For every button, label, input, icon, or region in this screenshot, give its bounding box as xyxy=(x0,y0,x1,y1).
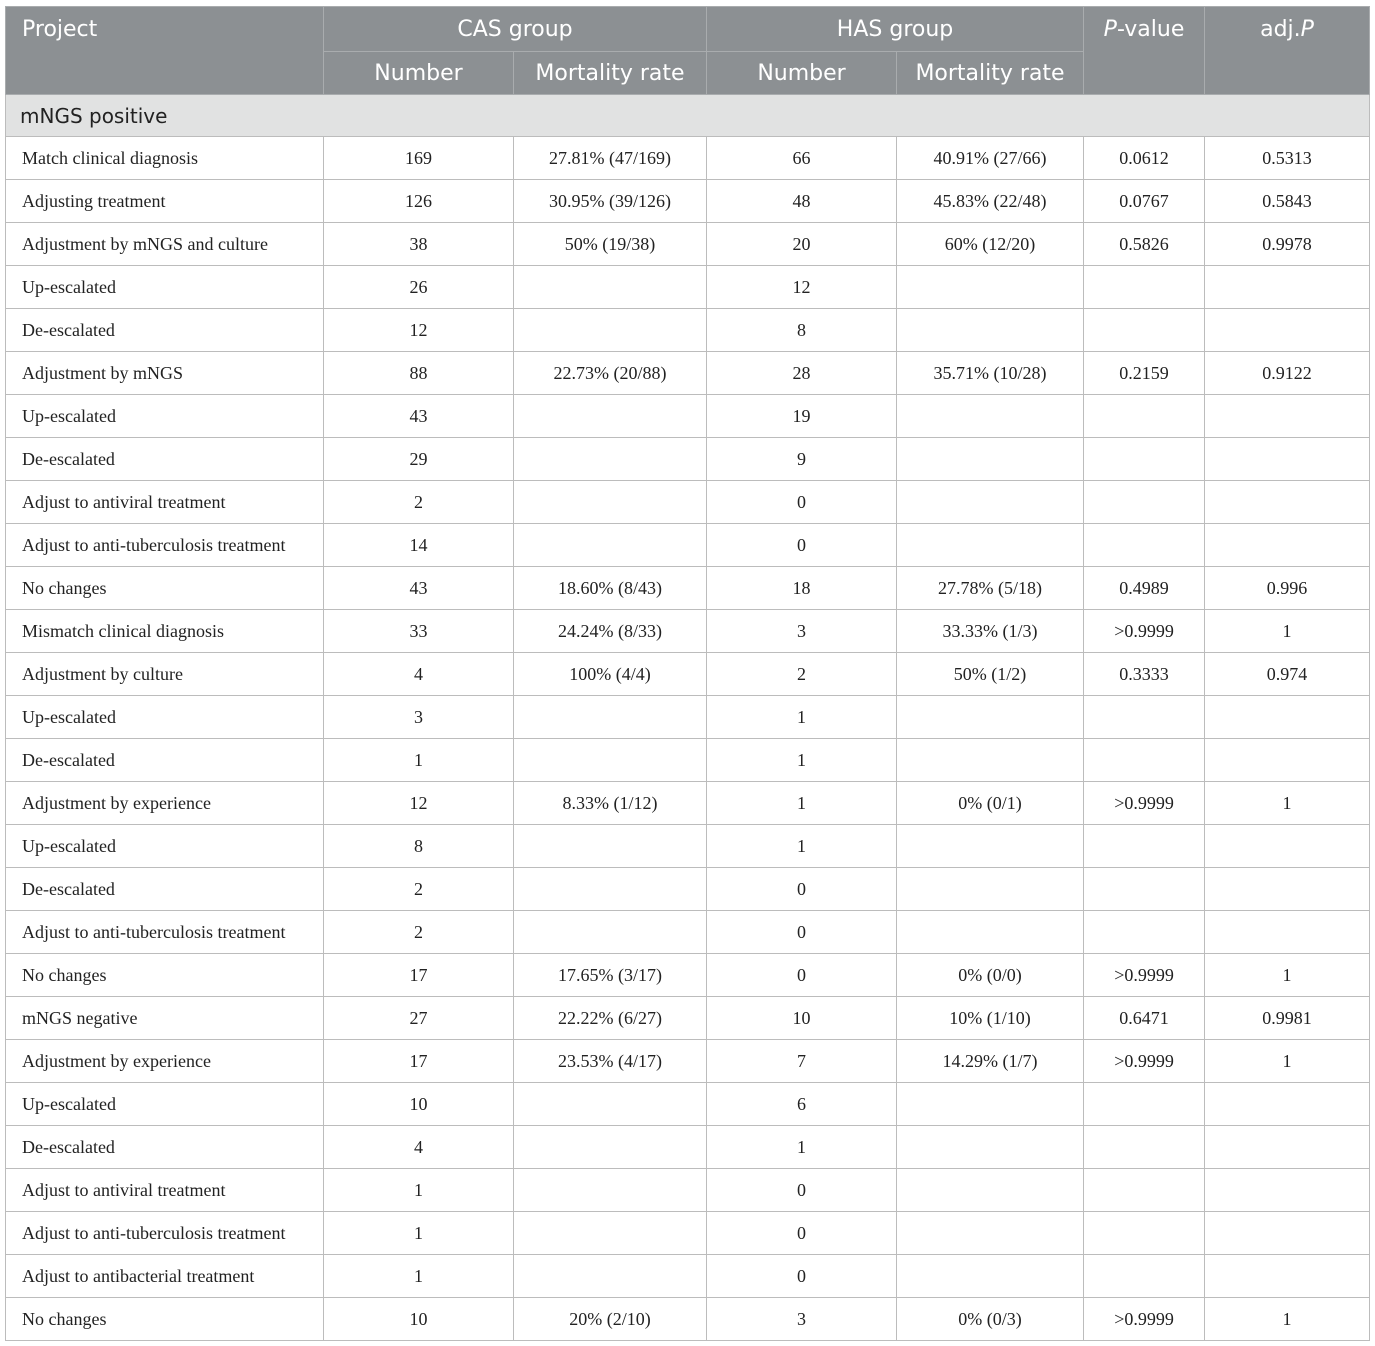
has-mortality xyxy=(897,266,1084,309)
cas-number: 43 xyxy=(324,567,514,610)
has-mortality xyxy=(897,481,1084,524)
cas-mortality xyxy=(514,696,707,739)
adj-p: 0.9981 xyxy=(1205,997,1370,1040)
table-row xyxy=(6,223,1370,266)
has-number: 0 xyxy=(707,1255,897,1298)
row-label: No changes xyxy=(6,954,324,997)
p-value: >0.9999 xyxy=(1084,954,1205,997)
has-mortality xyxy=(897,309,1084,352)
has-mortality xyxy=(897,1126,1084,1169)
has-number: 0 xyxy=(707,481,897,524)
row-label: Mismatch clinical diagnosis xyxy=(6,610,324,653)
table-row xyxy=(6,1169,1370,1212)
has-mortality xyxy=(897,868,1084,911)
table-row xyxy=(6,266,1370,309)
cas-number: 2 xyxy=(324,911,514,954)
cas-number: 33 xyxy=(324,610,514,653)
has-mortality xyxy=(897,1169,1084,1212)
cas-mortality xyxy=(514,309,707,352)
has-number: 0 xyxy=(707,1169,897,1212)
p-value xyxy=(1084,309,1205,352)
cas-mortality: 17.65% (3/17) xyxy=(514,954,707,997)
adj-p: 0.5843 xyxy=(1205,180,1370,223)
adj-p: 0.9122 xyxy=(1205,352,1370,395)
p-value: 0.0767 xyxy=(1084,180,1205,223)
adj-p: 0.5313 xyxy=(1205,137,1370,180)
table-row xyxy=(6,653,1370,696)
row-label: De-escalated xyxy=(6,438,324,481)
cas-number: 12 xyxy=(324,782,514,825)
has-number: 9 xyxy=(707,438,897,481)
p-value: >0.9999 xyxy=(1084,610,1205,653)
row-label: Up-escalated xyxy=(6,266,324,309)
table-row xyxy=(6,1083,1370,1126)
adj-p xyxy=(1205,911,1370,954)
has-mortality: 10% (1/10) xyxy=(897,997,1084,1040)
has-mortality xyxy=(897,1255,1084,1298)
cas-mortality xyxy=(514,825,707,868)
cas-number: 4 xyxy=(324,1126,514,1169)
p-value: >0.9999 xyxy=(1084,1298,1205,1341)
cas-mortality: 24.24% (8/33) xyxy=(514,610,707,653)
table-row xyxy=(6,352,1370,395)
table-row xyxy=(6,997,1370,1040)
has-mortality: 50% (1/2) xyxy=(897,653,1084,696)
adj-p xyxy=(1205,1126,1370,1169)
adj-p: 1 xyxy=(1205,954,1370,997)
cas-number: 12 xyxy=(324,309,514,352)
has-number: 0 xyxy=(707,911,897,954)
table-row xyxy=(6,954,1370,997)
has-mortality: 0% (0/0) xyxy=(897,954,1084,997)
has-number: 28 xyxy=(707,352,897,395)
adj-p: 0.996 xyxy=(1205,567,1370,610)
adj-p: 1 xyxy=(1205,1040,1370,1083)
table-row xyxy=(6,309,1370,352)
adj-p xyxy=(1205,438,1370,481)
has-number: 1 xyxy=(707,825,897,868)
row-label: Match clinical diagnosis xyxy=(6,137,324,180)
row-label: Up-escalated xyxy=(6,1083,324,1126)
has-mortality xyxy=(897,696,1084,739)
row-label: Up-escalated xyxy=(6,696,324,739)
has-mortality xyxy=(897,1212,1084,1255)
cas-number: 10 xyxy=(324,1298,514,1341)
table-row xyxy=(6,696,1370,739)
has-number: 10 xyxy=(707,997,897,1040)
cas-mortality: 18.60% (8/43) xyxy=(514,567,707,610)
table-row xyxy=(6,782,1370,825)
has-number: 1 xyxy=(707,1126,897,1169)
cas-mortality xyxy=(514,1083,707,1126)
p-value xyxy=(1084,1126,1205,1169)
header-cas-group: CAS group xyxy=(324,7,707,52)
cas-mortality: 27.81% (47/169) xyxy=(514,137,707,180)
header-cas-mortality: Mortality rate xyxy=(514,52,707,95)
row-label: No changes xyxy=(6,567,324,610)
adj-p xyxy=(1205,696,1370,739)
cas-number: 3 xyxy=(324,696,514,739)
cas-mortality xyxy=(514,524,707,567)
row-label: Adjust to antibacterial treatment xyxy=(6,1255,324,1298)
has-number: 0 xyxy=(707,954,897,997)
cas-number: 26 xyxy=(324,266,514,309)
p-value xyxy=(1084,868,1205,911)
table-body xyxy=(6,95,1370,1341)
has-number: 3 xyxy=(707,610,897,653)
p-value: >0.9999 xyxy=(1084,782,1205,825)
table-row xyxy=(6,1126,1370,1169)
adj-p: 0.9978 xyxy=(1205,223,1370,266)
adj-p xyxy=(1205,1255,1370,1298)
cas-mortality xyxy=(514,739,707,782)
row-label: Adjust to anti-tuberculosis treatment xyxy=(6,911,324,954)
has-mortality: 27.78% (5/18) xyxy=(897,567,1084,610)
table-row xyxy=(6,911,1370,954)
has-mortality: 33.33% (1/3) xyxy=(897,610,1084,653)
header-has-number: Number xyxy=(707,52,897,95)
has-mortality xyxy=(897,911,1084,954)
adj-p: 1 xyxy=(1205,1298,1370,1341)
cas-number: 29 xyxy=(324,438,514,481)
header-has-mortality: Mortality rate xyxy=(897,52,1084,95)
adj-p: 1 xyxy=(1205,782,1370,825)
row-label: De-escalated xyxy=(6,739,324,782)
cas-mortality: 100% (4/4) xyxy=(514,653,707,696)
p-value xyxy=(1084,1083,1205,1126)
has-mortality: 0% (0/3) xyxy=(897,1298,1084,1341)
row-label: Adjust to antiviral treatment xyxy=(6,1169,324,1212)
row-label: Up-escalated xyxy=(6,825,324,868)
table-row xyxy=(6,524,1370,567)
row-label: Adjust to anti-tuberculosis treatment xyxy=(6,524,324,567)
p-value xyxy=(1084,524,1205,567)
has-number: 66 xyxy=(707,137,897,180)
has-number: 3 xyxy=(707,1298,897,1341)
row-label: De-escalated xyxy=(6,1126,324,1169)
has-mortality: 35.71% (10/28) xyxy=(897,352,1084,395)
cas-mortality xyxy=(514,911,707,954)
adj-p xyxy=(1205,739,1370,782)
cas-mortality xyxy=(514,395,707,438)
header-p-value: P-value xyxy=(1084,7,1205,95)
has-number: 0 xyxy=(707,524,897,567)
table-row xyxy=(6,1255,1370,1298)
cas-number: 1 xyxy=(324,1255,514,1298)
cas-mortality xyxy=(514,1169,707,1212)
cas-mortality xyxy=(514,1255,707,1298)
adj-p xyxy=(1205,1169,1370,1212)
table-row xyxy=(6,1212,1370,1255)
has-number: 1 xyxy=(707,782,897,825)
results-table xyxy=(5,6,1370,1341)
cas-number: 17 xyxy=(324,954,514,997)
has-mortality: 45.83% (22/48) xyxy=(897,180,1084,223)
table-row xyxy=(6,438,1370,481)
cas-mortality: 22.73% (20/88) xyxy=(514,352,707,395)
p-value: 0.4989 xyxy=(1084,567,1205,610)
table-row xyxy=(6,481,1370,524)
cas-number: 2 xyxy=(324,868,514,911)
p-value: 0.2159 xyxy=(1084,352,1205,395)
p-value xyxy=(1084,395,1205,438)
p-value xyxy=(1084,481,1205,524)
has-number: 18 xyxy=(707,567,897,610)
cas-mortality: 30.95% (39/126) xyxy=(514,180,707,223)
cas-mortality xyxy=(514,868,707,911)
cas-number: 126 xyxy=(324,180,514,223)
cas-mortality: 50% (19/38) xyxy=(514,223,707,266)
cas-number: 27 xyxy=(324,997,514,1040)
cas-number: 1 xyxy=(324,1212,514,1255)
p-value xyxy=(1084,1255,1205,1298)
section-row xyxy=(6,95,1370,137)
row-label: Adjustment by culture xyxy=(6,653,324,696)
has-number: 0 xyxy=(707,868,897,911)
has-mortality: 0% (0/1) xyxy=(897,782,1084,825)
has-mortality xyxy=(897,825,1084,868)
adj-p xyxy=(1205,524,1370,567)
table-row xyxy=(6,739,1370,782)
p-value xyxy=(1084,911,1205,954)
row-label: No changes xyxy=(6,1298,324,1341)
cas-number: 4 xyxy=(324,653,514,696)
table-row xyxy=(6,1298,1370,1341)
table-row xyxy=(6,610,1370,653)
cas-mortality xyxy=(514,438,707,481)
cas-mortality xyxy=(514,1126,707,1169)
cas-mortality xyxy=(514,481,707,524)
has-mortality xyxy=(897,395,1084,438)
has-number: 19 xyxy=(707,395,897,438)
cas-number: 8 xyxy=(324,825,514,868)
p-value xyxy=(1084,1169,1205,1212)
cas-number: 43 xyxy=(324,395,514,438)
p-value xyxy=(1084,266,1205,309)
cas-mortality: 20% (2/10) xyxy=(514,1298,707,1341)
row-label: Up-escalated xyxy=(6,395,324,438)
cas-number: 2 xyxy=(324,481,514,524)
row-label: De-escalated xyxy=(6,868,324,911)
cas-number: 1 xyxy=(324,1169,514,1212)
cas-number: 10 xyxy=(324,1083,514,1126)
has-mortality xyxy=(897,739,1084,782)
header-project: Project xyxy=(6,7,324,95)
row-label: Adjust to anti-tuberculosis treatment xyxy=(6,1212,324,1255)
table-row xyxy=(6,395,1370,438)
row-label: De-escalated xyxy=(6,309,324,352)
has-mortality xyxy=(897,524,1084,567)
table-row xyxy=(6,1040,1370,1083)
cas-mortality: 22.22% (6/27) xyxy=(514,997,707,1040)
row-label: Adjusting treatment xyxy=(6,180,324,223)
p-value: 0.0612 xyxy=(1084,137,1205,180)
adj-p xyxy=(1205,1212,1370,1255)
adj-p xyxy=(1205,481,1370,524)
p-value xyxy=(1084,1212,1205,1255)
row-label: Adjustment by experience xyxy=(6,782,324,825)
has-mortality xyxy=(897,1083,1084,1126)
has-number: 2 xyxy=(707,653,897,696)
has-number: 12 xyxy=(707,266,897,309)
cas-number: 38 xyxy=(324,223,514,266)
table-row xyxy=(6,868,1370,911)
cas-number: 1 xyxy=(324,739,514,782)
row-label: Adjust to antiviral treatment xyxy=(6,481,324,524)
cas-number: 88 xyxy=(324,352,514,395)
has-mortality: 60% (12/20) xyxy=(897,223,1084,266)
has-number: 20 xyxy=(707,223,897,266)
adj-p xyxy=(1205,266,1370,309)
header-has-group: HAS group xyxy=(707,7,1084,52)
header-cas-number: Number xyxy=(324,52,514,95)
cas-mortality xyxy=(514,1212,707,1255)
p-value: 0.5826 xyxy=(1084,223,1205,266)
section-label: mNGS positive xyxy=(6,95,1370,137)
table-row xyxy=(6,180,1370,223)
table-row xyxy=(6,137,1370,180)
row-label: Adjustment by experience xyxy=(6,1040,324,1083)
p-value xyxy=(1084,438,1205,481)
row-label: Adjustment by mNGS and culture xyxy=(6,223,324,266)
has-number: 8 xyxy=(707,309,897,352)
p-value: >0.9999 xyxy=(1084,1040,1205,1083)
p-value xyxy=(1084,739,1205,782)
cas-mortality: 23.53% (4/17) xyxy=(514,1040,707,1083)
p-value xyxy=(1084,696,1205,739)
cas-number: 169 xyxy=(324,137,514,180)
has-number: 1 xyxy=(707,696,897,739)
adj-p xyxy=(1205,395,1370,438)
row-label: mNGS negative xyxy=(6,997,324,1040)
table-row xyxy=(6,567,1370,610)
row-label: Adjustment by mNGS xyxy=(6,352,324,395)
has-number: 0 xyxy=(707,1212,897,1255)
has-number: 7 xyxy=(707,1040,897,1083)
has-mortality xyxy=(897,438,1084,481)
has-mortality: 14.29% (1/7) xyxy=(897,1040,1084,1083)
cas-mortality xyxy=(514,266,707,309)
header-adj-p: adj.P xyxy=(1205,7,1370,95)
adj-p xyxy=(1205,868,1370,911)
adj-p: 0.974 xyxy=(1205,653,1370,696)
p-value xyxy=(1084,825,1205,868)
cas-number: 14 xyxy=(324,524,514,567)
table-row xyxy=(6,825,1370,868)
adj-p xyxy=(1205,1083,1370,1126)
has-number: 6 xyxy=(707,1083,897,1126)
has-number: 1 xyxy=(707,739,897,782)
adj-p xyxy=(1205,825,1370,868)
has-mortality: 40.91% (27/66) xyxy=(897,137,1084,180)
cas-mortality: 8.33% (1/12) xyxy=(514,782,707,825)
cas-number: 17 xyxy=(324,1040,514,1083)
p-value: 0.3333 xyxy=(1084,653,1205,696)
adj-p: 1 xyxy=(1205,610,1370,653)
adj-p xyxy=(1205,309,1370,352)
has-number: 48 xyxy=(707,180,897,223)
p-value: 0.6471 xyxy=(1084,997,1205,1040)
